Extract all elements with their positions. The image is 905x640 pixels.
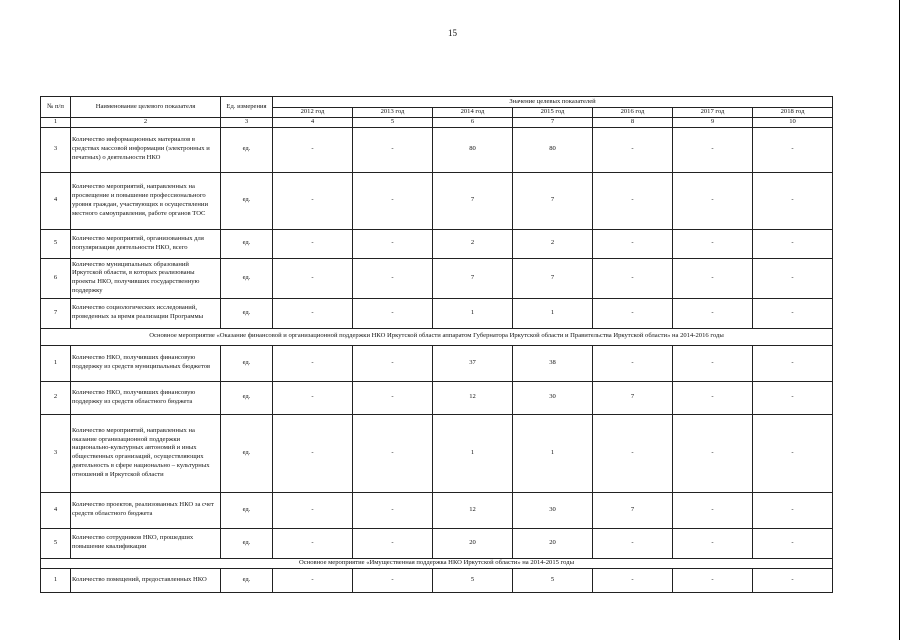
- value-cell: -: [593, 258, 673, 298]
- value-cell: 7: [433, 172, 513, 229]
- row-number: 7: [41, 298, 71, 328]
- value-cell: -: [753, 492, 833, 528]
- unit-cell: ед.: [221, 414, 273, 492]
- row-number: 5: [41, 229, 71, 258]
- value-cell: -: [353, 381, 433, 414]
- value-cell: -: [593, 345, 673, 381]
- value-cell: 1: [513, 298, 593, 328]
- value-cell: -: [353, 172, 433, 229]
- value-cell: -: [673, 345, 753, 381]
- value-cell: -: [593, 414, 673, 492]
- value-cell: 7: [513, 258, 593, 298]
- header-column-number: 3: [221, 117, 273, 127]
- value-cell: 1: [433, 414, 513, 492]
- table-row: [41, 229, 833, 258]
- row-number: 5: [41, 528, 71, 558]
- unit-cell: ед.: [221, 568, 273, 592]
- section-title: Основное мероприятие «Оказание финансовой и организационной поддержки НКО Иркутской области аппаратом Губернатора Иркутской области и Правительства Иркутской области» на 2014-2016 годы: [41, 328, 833, 345]
- value-cell: -: [753, 258, 833, 298]
- value-cell: 1: [513, 414, 593, 492]
- header-year: 2016 год: [593, 108, 673, 118]
- header-column-number: 9: [673, 117, 753, 127]
- indicator-name: Количество информационных материалов в средствах массовой информации (электронных и печатных) о деятельности НКО: [71, 127, 221, 172]
- indicator-name: Количество социологических исследований, проведенных за время реализации Программы: [71, 298, 221, 328]
- table-row: [41, 568, 833, 592]
- row-number: 1: [41, 568, 71, 592]
- value-cell: 2: [513, 229, 593, 258]
- value-cell: -: [673, 492, 753, 528]
- indicator-name: Количество проектов, реализованных НКО за счет средств областного бюджета: [71, 492, 221, 528]
- value-cell: -: [353, 127, 433, 172]
- value-cell: 2: [433, 229, 513, 258]
- header-column-number: 5: [353, 117, 433, 127]
- indicator-name: Количество НКО, получивших финансовую поддержку из средств муниципальных бюджетов: [71, 345, 221, 381]
- value-cell: -: [753, 528, 833, 558]
- value-cell: -: [353, 258, 433, 298]
- value-cell: -: [673, 172, 753, 229]
- header-year: 2015 год: [513, 108, 593, 118]
- indicator-name: Количество мероприятий, направленных на просвещение и повышение профессионального уровня граждан, участвующих в осуществлении местного самоуправления, работе органов ТОС: [71, 172, 221, 229]
- value-cell: 5: [513, 568, 593, 592]
- header-year: 2014 год: [433, 108, 513, 118]
- value-cell: 7: [513, 172, 593, 229]
- header-num: № п/п: [41, 97, 71, 118]
- table-row: [41, 528, 833, 558]
- value-cell: 20: [513, 528, 593, 558]
- value-cell: 12: [433, 381, 513, 414]
- unit-cell: ед.: [221, 258, 273, 298]
- value-cell: 38: [513, 345, 593, 381]
- row-number: 3: [41, 127, 71, 172]
- unit-cell: ед.: [221, 298, 273, 328]
- value-cell: -: [273, 414, 353, 492]
- table-row: [41, 414, 833, 492]
- value-cell: -: [753, 298, 833, 328]
- value-cell: 1: [433, 298, 513, 328]
- header-column-number: 7: [513, 117, 593, 127]
- value-cell: -: [353, 568, 433, 592]
- value-cell: -: [753, 345, 833, 381]
- section-row: [41, 328, 833, 345]
- value-cell: -: [673, 568, 753, 592]
- indicator-name: Количество муниципальных образований Иркутской области, в которых реализованы проекты НКО, получивших государственную поддержку: [71, 258, 221, 298]
- value-cell: -: [593, 229, 673, 258]
- value-cell: -: [673, 298, 753, 328]
- value-cell: -: [673, 127, 753, 172]
- value-cell: -: [593, 568, 673, 592]
- indicator-name: Количество мероприятий, направленных на оказание организационной поддержки национально-культурных автономий и иных общественных организаций, осуществляющих деятельность в сфере национально – культурных отношений в Иркутской области: [71, 414, 221, 492]
- value-cell: 7: [593, 381, 673, 414]
- value-cell: -: [753, 229, 833, 258]
- unit-cell: ед.: [221, 229, 273, 258]
- value-cell: -: [593, 298, 673, 328]
- value-cell: -: [593, 172, 673, 229]
- value-cell: -: [673, 258, 753, 298]
- value-cell: -: [273, 492, 353, 528]
- value-cell: -: [673, 528, 753, 558]
- value-cell: 30: [513, 492, 593, 528]
- value-cell: -: [753, 172, 833, 229]
- row-number: 6: [41, 258, 71, 298]
- value-cell: 5: [433, 568, 513, 592]
- unit-cell: ед.: [221, 127, 273, 172]
- header-unit: Ед. измерения: [221, 97, 273, 118]
- header-values-group: Значение целевых показателей: [273, 97, 833, 108]
- unit-cell: ед.: [221, 528, 273, 558]
- row-number: 1: [41, 345, 71, 381]
- indicator-name: Количество НКО, получивших финансовую поддержку из средств областного бюджета: [71, 381, 221, 414]
- value-cell: -: [273, 258, 353, 298]
- header-year: 2017 год: [673, 108, 753, 118]
- value-cell: -: [753, 381, 833, 414]
- table-row: [41, 127, 833, 172]
- header-column-number: 2: [71, 117, 221, 127]
- header-year: 2012 год: [273, 108, 353, 118]
- value-cell: 80: [433, 127, 513, 172]
- value-cell: -: [593, 127, 673, 172]
- value-cell: -: [353, 345, 433, 381]
- indicators-table: [40, 96, 833, 593]
- table-header: [41, 97, 833, 128]
- table-row: [41, 492, 833, 528]
- indicator-name: Количество мероприятий, организованных для популяризации деятельности НКО, всего: [71, 229, 221, 258]
- value-cell: -: [273, 381, 353, 414]
- unit-cell: ед.: [221, 381, 273, 414]
- value-cell: -: [593, 528, 673, 558]
- value-cell: -: [753, 414, 833, 492]
- value-cell: -: [353, 414, 433, 492]
- value-cell: 30: [513, 381, 593, 414]
- value-cell: -: [273, 229, 353, 258]
- section-row: [41, 558, 833, 568]
- row-number: 2: [41, 381, 71, 414]
- value-cell: 37: [433, 345, 513, 381]
- page-border-line: [899, 0, 900, 640]
- value-cell: 12: [433, 492, 513, 528]
- row-number: 4: [41, 492, 71, 528]
- header-year: 2018 год: [753, 108, 833, 118]
- header-column-number: 8: [593, 117, 673, 127]
- value-cell: -: [353, 229, 433, 258]
- value-cell: -: [753, 127, 833, 172]
- table-row: [41, 172, 833, 229]
- unit-cell: ед.: [221, 492, 273, 528]
- unit-cell: ед.: [221, 172, 273, 229]
- value-cell: -: [353, 298, 433, 328]
- section-title: Основное мероприятие «Имущественная поддержка НКО Иркутской области» на 2014-2015 годы: [41, 558, 833, 568]
- value-cell: -: [753, 568, 833, 592]
- page-number: 15: [448, 28, 457, 38]
- row-number: 4: [41, 172, 71, 229]
- header-column-number: 10: [753, 117, 833, 127]
- table-row: [41, 381, 833, 414]
- unit-cell: ед.: [221, 345, 273, 381]
- header-year: 2013 год: [353, 108, 433, 118]
- value-cell: -: [273, 568, 353, 592]
- indicator-name: Количество помещений, предоставленных НКО: [71, 568, 221, 592]
- value-cell: -: [273, 528, 353, 558]
- header-column-number: 4: [273, 117, 353, 127]
- value-cell: 7: [433, 258, 513, 298]
- value-cell: -: [273, 127, 353, 172]
- table-body: [41, 127, 833, 592]
- header-column-number: 1: [41, 117, 71, 127]
- table-row: [41, 258, 833, 298]
- header-column-number: 6: [433, 117, 513, 127]
- value-cell: 80: [513, 127, 593, 172]
- value-cell: -: [273, 172, 353, 229]
- value-cell: 7: [593, 492, 673, 528]
- value-cell: -: [353, 528, 433, 558]
- value-cell: -: [273, 298, 353, 328]
- table-row: [41, 298, 833, 328]
- row-number: 3: [41, 414, 71, 492]
- value-cell: 20: [433, 528, 513, 558]
- value-cell: -: [673, 229, 753, 258]
- value-cell: -: [273, 345, 353, 381]
- table-row: [41, 345, 833, 381]
- indicator-name: Количество сотрудников НКО, прошедших повышение квалификации: [71, 528, 221, 558]
- value-cell: -: [673, 414, 753, 492]
- header-name: Наименование целевого показателя: [71, 97, 221, 118]
- value-cell: -: [353, 492, 433, 528]
- value-cell: -: [673, 381, 753, 414]
